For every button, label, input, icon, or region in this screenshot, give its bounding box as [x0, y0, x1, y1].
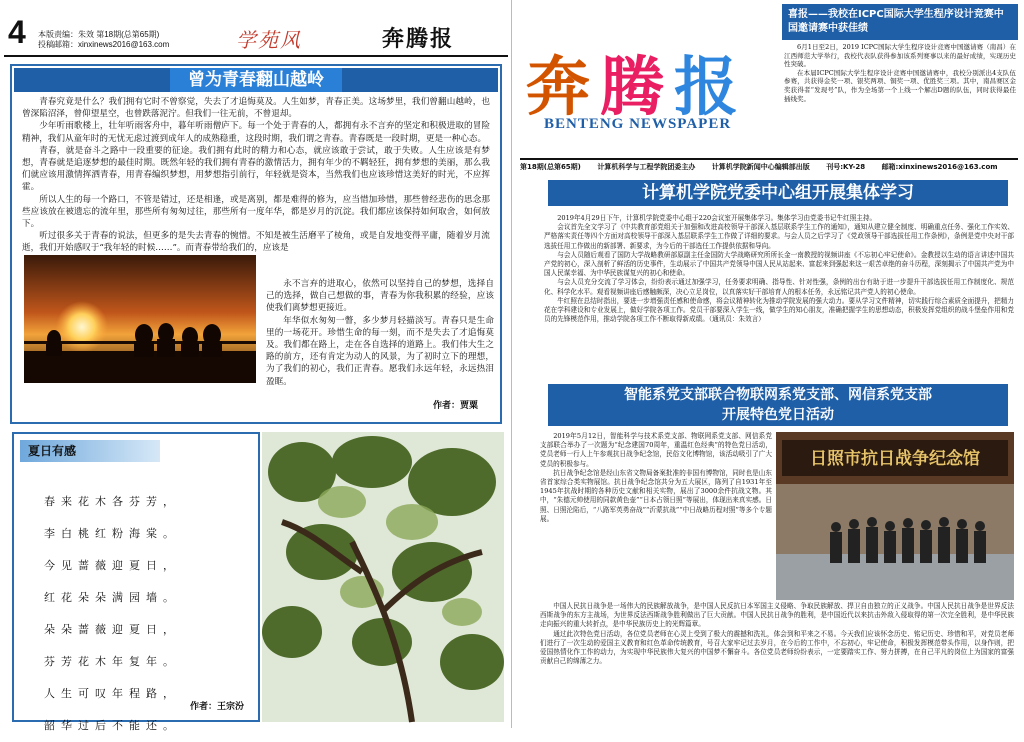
- poem-line: 朵朵蔷薇迎夏日，: [44, 623, 180, 636]
- article-paragraph: 通过此次特色党日活动，各位党员老师在心灵上受到了极大的震撼和洗礼，体会到和平来之不易。今天我们应该怀念历史、铭记历史、珍惜和平，对党员老师们进行了一次生动的爱国主义教育和红色革命传统教育，号召大家牢记过去岁月，在今后的工作中，不忘初心，牢记使命，积极发挥模范带头作用，以身作则，把爱国热情化作工作的动力，为实现中华民族伟大复兴的中国梦不懈奋斗。各位党员老师纷纷表示，一定要踏实工作、努力拼搏，在自己平凡的岗位上为国家的富强贡献自己的绵薄之力。: [540, 629, 1014, 666]
- article-title: 曾为青春翻山越岭: [170, 68, 342, 92]
- news-paragraph: 在本届ICPC国际大学生程序设计竞赛中国邀请赛中，我校分别派出4支队伍参赛，共获得金奖一项、银奖两项、铜奖一项、优胜奖三项。其中，南昌赛区金奖获得者“发现号”队，作为全场第一个上线一个解出D题的队伍，同时获得最佳插线奖。: [784, 68, 1016, 103]
- article-paragraph: 青春究竟是什么？我们拥有它时不曾察觉，失去了才追悔莫及。人生如梦，青春正美。这场梦里，我们曾翻山越岭，也曾深陷沼泽，曾仰望星空，也曾跌落泥泞。但我们一往无前，不曾退却。: [22, 97, 490, 120]
- poem-line: 韶华过后不能还。: [44, 719, 180, 732]
- article-paragraph: 抗日战争纪念馆是经山东省文物局备案批准的非国有博物馆，同时也是山东省首家综合类实物展馆。抗日战争纪念馆共分为五大展区，陈列了自1931年至1945年抗战时期的各种历史文献和相关实物，展出了3000余件抗战文物。其中，“朱德元帅使用的同款黄色壶”“日本占领日照”等展出，体现出来真实感。日照、日照沦陷后，“八路军英勇奋战”“沂蒙抗战”“中日战略历程对照”等多个专题展。: [540, 468, 772, 523]
- article-side-text: [266, 278, 494, 387]
- article-title-bar: [548, 384, 1008, 426]
- article-title-bar: [548, 180, 1008, 206]
- right-page: [514, 0, 1024, 728]
- article-paragraph: 少年听雨歌楼上，壮年听雨客舟中，暮年听雨僧庐下。每一个处于青春的人，都拥有永不言弃的坚定和积极进取的冒险精神，我们从童年时的无忧无虑过渡到成年人的成熟稳重，这段时期，我们谓之青春。青春既是一段时期，更是一种心态。: [22, 121, 490, 144]
- publisher: 计算机学院新闻中心编辑部出版: [711, 163, 810, 171]
- poem-line: 李白桃红粉海棠。: [44, 527, 180, 540]
- logo-char: 腾: [600, 50, 674, 125]
- news-box: [782, 4, 1018, 154]
- article-title: 智能系党支部联合物联网系党支部、网信系党支部: [624, 387, 932, 403]
- article-paragraph: 年华似水匆匆一瞥，多少梦月轻描淡写。青春只是生命里的一场花开。珍惜生命的每一刻，而不是失去了才追悔莫及。我们都在路上，走在各自选择的道路上。我们伟大生之路的前方，还有肯定为动人的风景，为了初时立下的理想，为了我们的初心，我们正青春。愿我们永远年轻，永远热泪盈眶。: [266, 315, 494, 387]
- editor-line: 本版责编：朱效 第18期(总第65期): [38, 30, 160, 39]
- organizer: 计算机科学与工程学院团委主办: [597, 163, 696, 171]
- paper-logo: [526, 36, 748, 128]
- poem-byline: 作者：王宗汾: [189, 702, 244, 712]
- article-body-continued: [540, 602, 1014, 724]
- issue-number: 第18期(总第65期): [520, 163, 581, 171]
- logo-char: 奔: [526, 50, 600, 125]
- poem-line: 红花朵朵满园墙。: [44, 591, 180, 604]
- article-title: 计算机学院党委中心组开展集体学习: [642, 183, 914, 203]
- article-paragraph: 会议首先全文学习了《中共教育部党组关于加强和改进高校领导干部深入基层联系学生工作的通知》，通知从建立健全制度、明确重点任务、强化工作实效、严格落实责任等四个方面对高校领导干部深入基层联系学生工作做了详细的要求。与会人员之后学习了《党政领导干部选拔任用工作条例》，条例是党中央对干部选拔任用工作做出的新部署、新要求，为今后的干部选任工作提供依据和导向。: [544, 223, 1014, 250]
- article-paragraph: 牛红照在总结时指出，要进一步增强责任感和使命感，将会议精神转化为推动学院发展的强大动力。要从学习文件精神，切实践行综合素质全面提升，把精力花在学科建设和专业发展上，做好学院各项工作。党员干部要深入学生一线，做学生的知心朋友，准确把握学生的思想动态，积极发挥党组织的战斗堡垒作用和党员的先锋模范作用，推动学院各项工作不断取得新成绩。（通讯员：朱效言）: [544, 296, 1014, 324]
- article-paragraph: 与会人员随后观看了国防大学战略教研部原副主任金国防大学战略研究所所长金一南教授的视频讲座《不忘初心牢记使命》。金教授以生动的语言讲述中国共产党的初心，深入剖析了鲜活的历史事件，生动展示了中国共产党领导中国人民从站起来、富起来到强起来这一艰苦卓绝的奋斗历程，深刻揭示了中国共产党为中国人民谋幸福、为中华民族谋复兴的初心和使命。: [544, 250, 1014, 278]
- news-paragraph: 6月1日至2日，2019 ICPC国际大学生程序设计竞赛中国邀请赛（南昌）在江西师范大学举行，我校代表队获得参加该系列赛事以来的最好成绩，实现历史性突破。: [784, 43, 1016, 69]
- section-title: 学苑风: [236, 28, 302, 52]
- paper-logo-small: 奔腾报: [382, 26, 455, 52]
- sunset-photo: [24, 255, 256, 383]
- article-byline: 作者：贾粟: [432, 400, 478, 411]
- article-paragraph: 与会人员充分交流了学习体会，纷纷表示通过加强学习，任务要求明确、指导性、针对性强，条例的出台有助于进一步提升干部选拔任用工作制度化、规范化、科学化水平。观看视频讲座后感触颇深，决心立足岗位，以真落实好干部培育人的根本任务，永远铭记共产党人的初心使命。: [544, 278, 1014, 296]
- article-body: [544, 214, 1014, 382]
- page-number: 4: [8, 14, 26, 50]
- news-body: [782, 40, 1018, 106]
- page-meta: [38, 30, 169, 50]
- article-paragraph: 2019年4月29日下午，计算机学院党委中心组于220会议室开展集体学习。集体学习由党委书记牛红照主持。: [557, 214, 877, 222]
- poem-line: 人生可叹年程路，: [44, 687, 180, 700]
- header-divider: [4, 55, 508, 57]
- left-page: [0, 0, 512, 732]
- article-paragraph: 中国人民抗日战争是一场伟大的民族解放战争，是中国人民反抗日本军国主义侵略、争取民族解放、捍卫自由独立的正义战争。中国人民抗日战争是世界反法西斯战争的东方主战场，为世界反法西斯战争胜利做出了巨大贡献。中国人民抗日战争的胜利，是中国近代以来抗击外敌入侵取得的第一次完全胜利，是中华民族走向振兴的重大转折点，是中华民族历史上的光辉篇章。: [540, 602, 1014, 629]
- article-title-2: 开展特色党日活动: [722, 407, 834, 423]
- issn: 刊号:KY-28: [826, 163, 866, 171]
- news-headline: 喜报——我校在ICPC国际大学生程序设计竞赛中国邀请赛中获佳绩: [782, 4, 1018, 40]
- left-page-header: [4, 0, 508, 56]
- contact-email: 邮箱:xinxinews2016@163.com: [881, 163, 998, 171]
- article-paragraph: 青春，就是奋斗之路中一段重要的征途。我们拥有此时的精力和心态，就应该敢于尝试，敢于失败。人生应该是有梦想，青春就是追逐梦想的最佳时期。既然年轻的我们拥有青春的激情活力，拥有年少的不羁轻狂，拥有梦想的美丽，那么我们就应该用激情挥洒青春，用青春编织梦想，用梦想指引前行，年轻就是资本，当然我们也应该珍惜这美好的时光，不应挥霍。: [22, 145, 490, 193]
- paper-logo-english: BENTENG NEWSPAPER: [544, 116, 732, 132]
- poem-box: [12, 432, 260, 732]
- logo-char: 报: [674, 50, 748, 125]
- article-paragraph: 2019年5月12日，智能科学与技术系党支部、物联网系党支部、网信系党支部联合举办了一次题为“纪念建国70周年，重温红色经典”的特色党日活动，党员老师一行人上午参观抗日战争纪念馆，民俗文化博物馆，该活动吸引了广大党员的积极参与。: [540, 432, 772, 468]
- poem-title: 夏日有感: [20, 440, 160, 462]
- masthead: [520, 6, 778, 156]
- poem-line: 今见蔷薇迎夏日，: [44, 559, 180, 572]
- article-body: [540, 432, 772, 600]
- article-title-bar: [14, 68, 498, 92]
- photo-banner: 日照市抗日战争纪念馆: [810, 449, 980, 469]
- tree-photo: [262, 432, 504, 722]
- group-photo: [776, 432, 1014, 600]
- poem-line: 春来花木各芬芳，: [44, 495, 180, 508]
- email-line: 投稿邮箱：xinxinews2016@163.com: [38, 40, 170, 49]
- issue-info: [520, 158, 1018, 170]
- article-paragraph: 永不言弃的进取心，依然可以坚持自己的梦想，选择自己的选择，做自己想做的事，青春为你我积累的经验，应该使我们离梦想更接近。: [266, 279, 494, 314]
- article-paragraph: 所以人生的每一个路口，不管是错过，还是相逢，或是离别，都是难得的修为，应当惜加珍惜，那些曾经悲伤的思念那些应该放在被遗忘的流年里，那些所有匆匆过往，那些所有一度年华，都是岁月的沉淀。我们都应该保持如何取舍，如何放下。: [22, 194, 490, 230]
- article-box: [10, 64, 502, 424]
- article-paragraph: 听过很多关于青春的说法，但更多的是失去青春的惋惜。不知是被生活磨平了棱角，或是自发地变得平庸，随着岁月流逝，我们开始感叹于“我年轻的时候……”。而青春带给我们的，应该是: [22, 231, 490, 254]
- poem-line: 芬芳花木年复年。: [44, 655, 180, 668]
